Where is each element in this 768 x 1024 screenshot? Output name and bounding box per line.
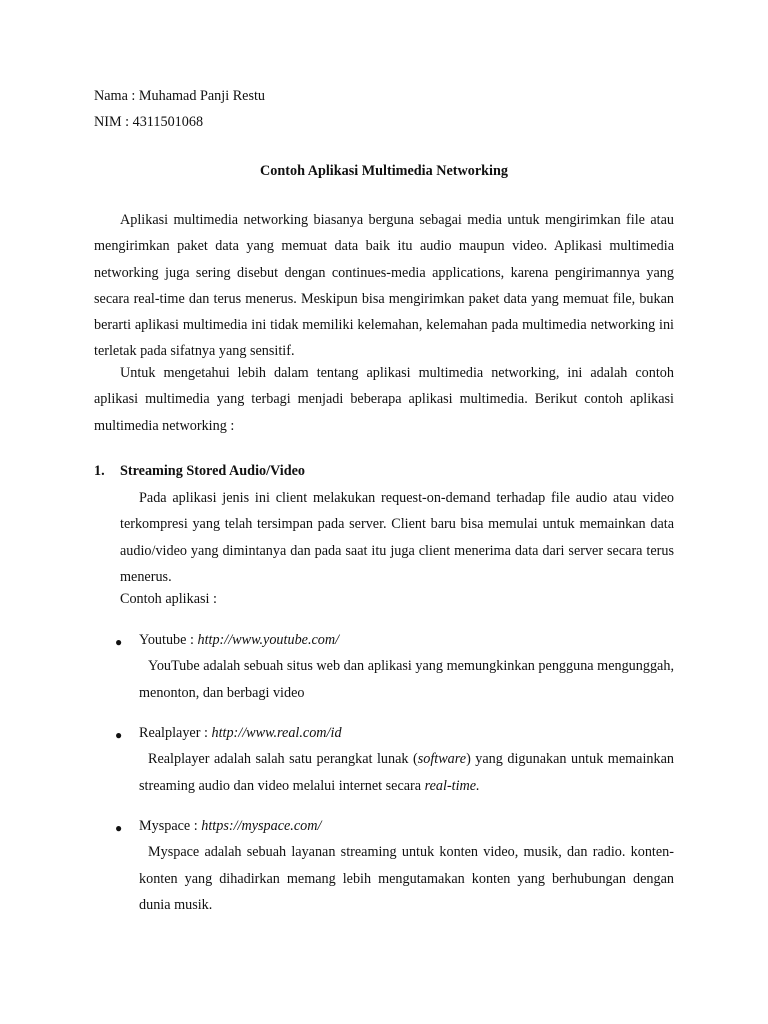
- bullet-name: Youtube :: [139, 632, 198, 648]
- author-name-line: Nama : Muhamad Panji Restu: [94, 88, 266, 104]
- bullet-name: Realplayer :: [139, 725, 212, 741]
- bullet-icon: ●: [115, 728, 123, 742]
- realplayer-link[interactable]: http://www.real.com/id: [211, 725, 342, 741]
- student-id-line: NIM : 4311501068: [94, 114, 204, 130]
- examples-label: Contoh aplikasi :: [120, 591, 217, 607]
- desc-text: Realplayer adalah salah satu perangkat lunak (: [148, 751, 418, 767]
- bullet-icon: ●: [115, 635, 123, 649]
- desc-italic-realtime: real-time.: [424, 777, 480, 794]
- bullet-item-realplayer: [139, 725, 342, 742]
- section-body: Pada aplikasi jenis ini client melakukan request-on-demand terhadap file audio atau video terkompresi yang telah tersimpan pada server. Client baru bisa memulai untuk memainkan data audio/video yang dimintanya dan pada saat itu juga client menerima data dari server secara terus menerus.: [120, 490, 674, 585]
- myspace-link[interactable]: https://myspace.com/: [201, 818, 322, 834]
- bullet-item-youtube: [139, 632, 339, 649]
- bullet-icon: ●: [115, 821, 123, 835]
- intro-paragraph-1: Aplikasi multimedia networking biasanya berguna sebagai media untuk mengirimkan file atau mengirimkan paket data yang memuat data baik itu audio maupun video. Aplikasi multimedia networking juga sering disebut dengan continues-media applications, karena pengirimannya yang secara real-time dan terus menerus. Meskipun bisa mengirimkan paket data yang memuat file, bukan berarti aplikasi multimedia ini tidak memiliki kelemahan, kelemahan pada multimedia networking ini terletak pada sifatnya yang sensitif.: [94, 212, 674, 360]
- bullet-item-myspace: [139, 818, 321, 835]
- desc-italic-software: software: [417, 751, 467, 767]
- intro-paragraph-2: Untuk mengetahui lebih dalam tentang aplikasi multimedia networking, ini adalah contoh aplikasi multimedia yang terbagi menjadi beberapa aplikasi multimedia. Berikut contoh aplikasi multimedia networking :: [94, 365, 674, 434]
- section-heading: [94, 463, 305, 480]
- bullet-description-realplayer: [139, 746, 674, 799]
- desc-text: ) yang digunakan untuk memainkan streaming audio dan video melalui internet secara: [139, 751, 674, 794]
- document-title: Contoh Aplikasi Multimedia Networking: [260, 163, 508, 179]
- bullet-name: Myspace :: [139, 818, 202, 834]
- section-number: 1.: [94, 463, 105, 479]
- section-title: Streaming Stored Audio/Video: [120, 463, 305, 479]
- youtube-link[interactable]: http://www.youtube.com/: [197, 632, 340, 648]
- bullet-description-youtube: YouTube adalah sebuah situs web dan aplikasi yang memungkinkan pengguna mengunggah, menonton, dan berbagi video: [139, 658, 674, 701]
- bullet-description-myspace: Myspace adalah sebuah layanan streaming untuk konten video, musik, dan radio. konten-konten yang dihadirkan memang lebih mengutamakan konten yang berhubungan dengan dunia musik.: [139, 844, 674, 913]
